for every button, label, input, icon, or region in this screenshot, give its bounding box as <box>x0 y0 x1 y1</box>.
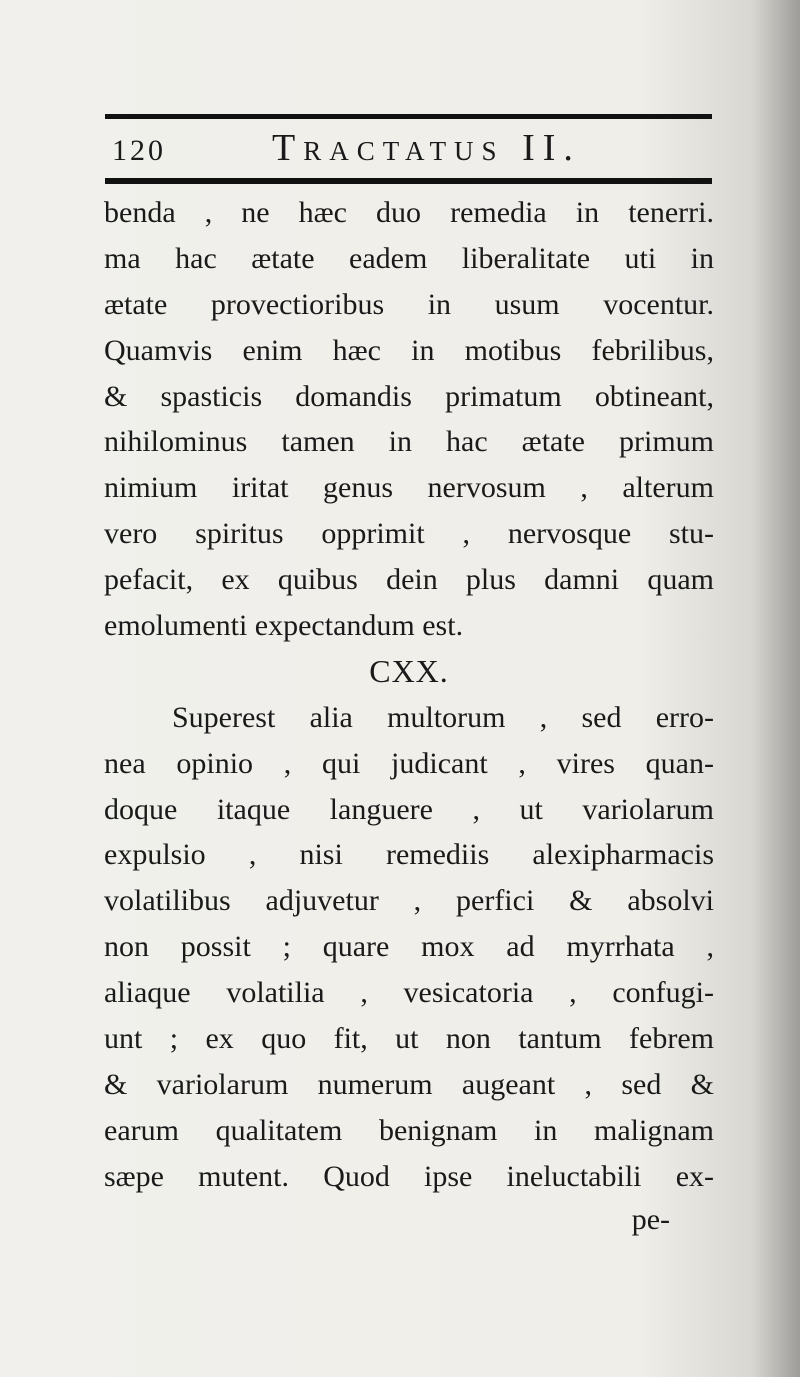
text-line: nihilominus tamen in hac ætate primum <box>104 425 714 459</box>
page-header <box>112 124 702 172</box>
text-line: vero spiritus opprimit , nervosque stu- <box>104 517 714 551</box>
section-heading: CXX. <box>369 652 449 689</box>
text-line: Quamvis enim hæc in motibus febrilibus, <box>104 333 714 367</box>
text-line: unt ; ex quo fit, ut non tantum febrem <box>104 1022 714 1056</box>
text-line: emolumenti expectandum est. <box>104 609 464 643</box>
text-line: aliaque volatilia , vesicatoria , confugi- <box>104 976 714 1010</box>
text-line: pefacit, ex quibus dein plus damni quam <box>104 563 714 597</box>
text-line: ætate provectioribus in usum vocentur. <box>104 287 714 321</box>
text-line: expulsio , nisi remediis alexipharmacis <box>104 838 714 872</box>
text-line: doque itaque languere , ut variolarum <box>104 792 714 826</box>
header-rule-top <box>105 114 712 119</box>
text-line: nimium iritat genus nervosum , alterum <box>104 471 714 505</box>
text-line: ma hac ætate eadem liberalitate uti in <box>104 241 714 275</box>
header-rule-bottom <box>105 178 712 184</box>
page-number: 120 <box>112 134 166 167</box>
text-line: & variolarum numerum augeant , sed & <box>104 1067 714 1101</box>
text-line: & spasticis domandis primatum obtineant, <box>104 379 714 413</box>
catchword: pe- <box>631 1203 670 1236</box>
running-head: Tractatus II. <box>272 127 581 169</box>
text-line: sæpe mutent. Quod ipse ineluctabili ex- <box>104 1159 714 1193</box>
text-line: non possit ; quare mox ad myrrhata , <box>104 930 714 964</box>
text-line: benda , ne hæc duo remedia in tenerri. <box>104 196 714 229</box>
text-line: Superest alia multorum , sed erro- <box>172 700 714 734</box>
text-line: volatilibus adjuvetur , perfici & absolvi <box>104 884 714 918</box>
body-text <box>104 190 714 1200</box>
text-line: nea opinio , qui judicant , vires quan- <box>104 746 714 780</box>
text-line: earum qualitatem benignam in malignam <box>104 1113 714 1147</box>
